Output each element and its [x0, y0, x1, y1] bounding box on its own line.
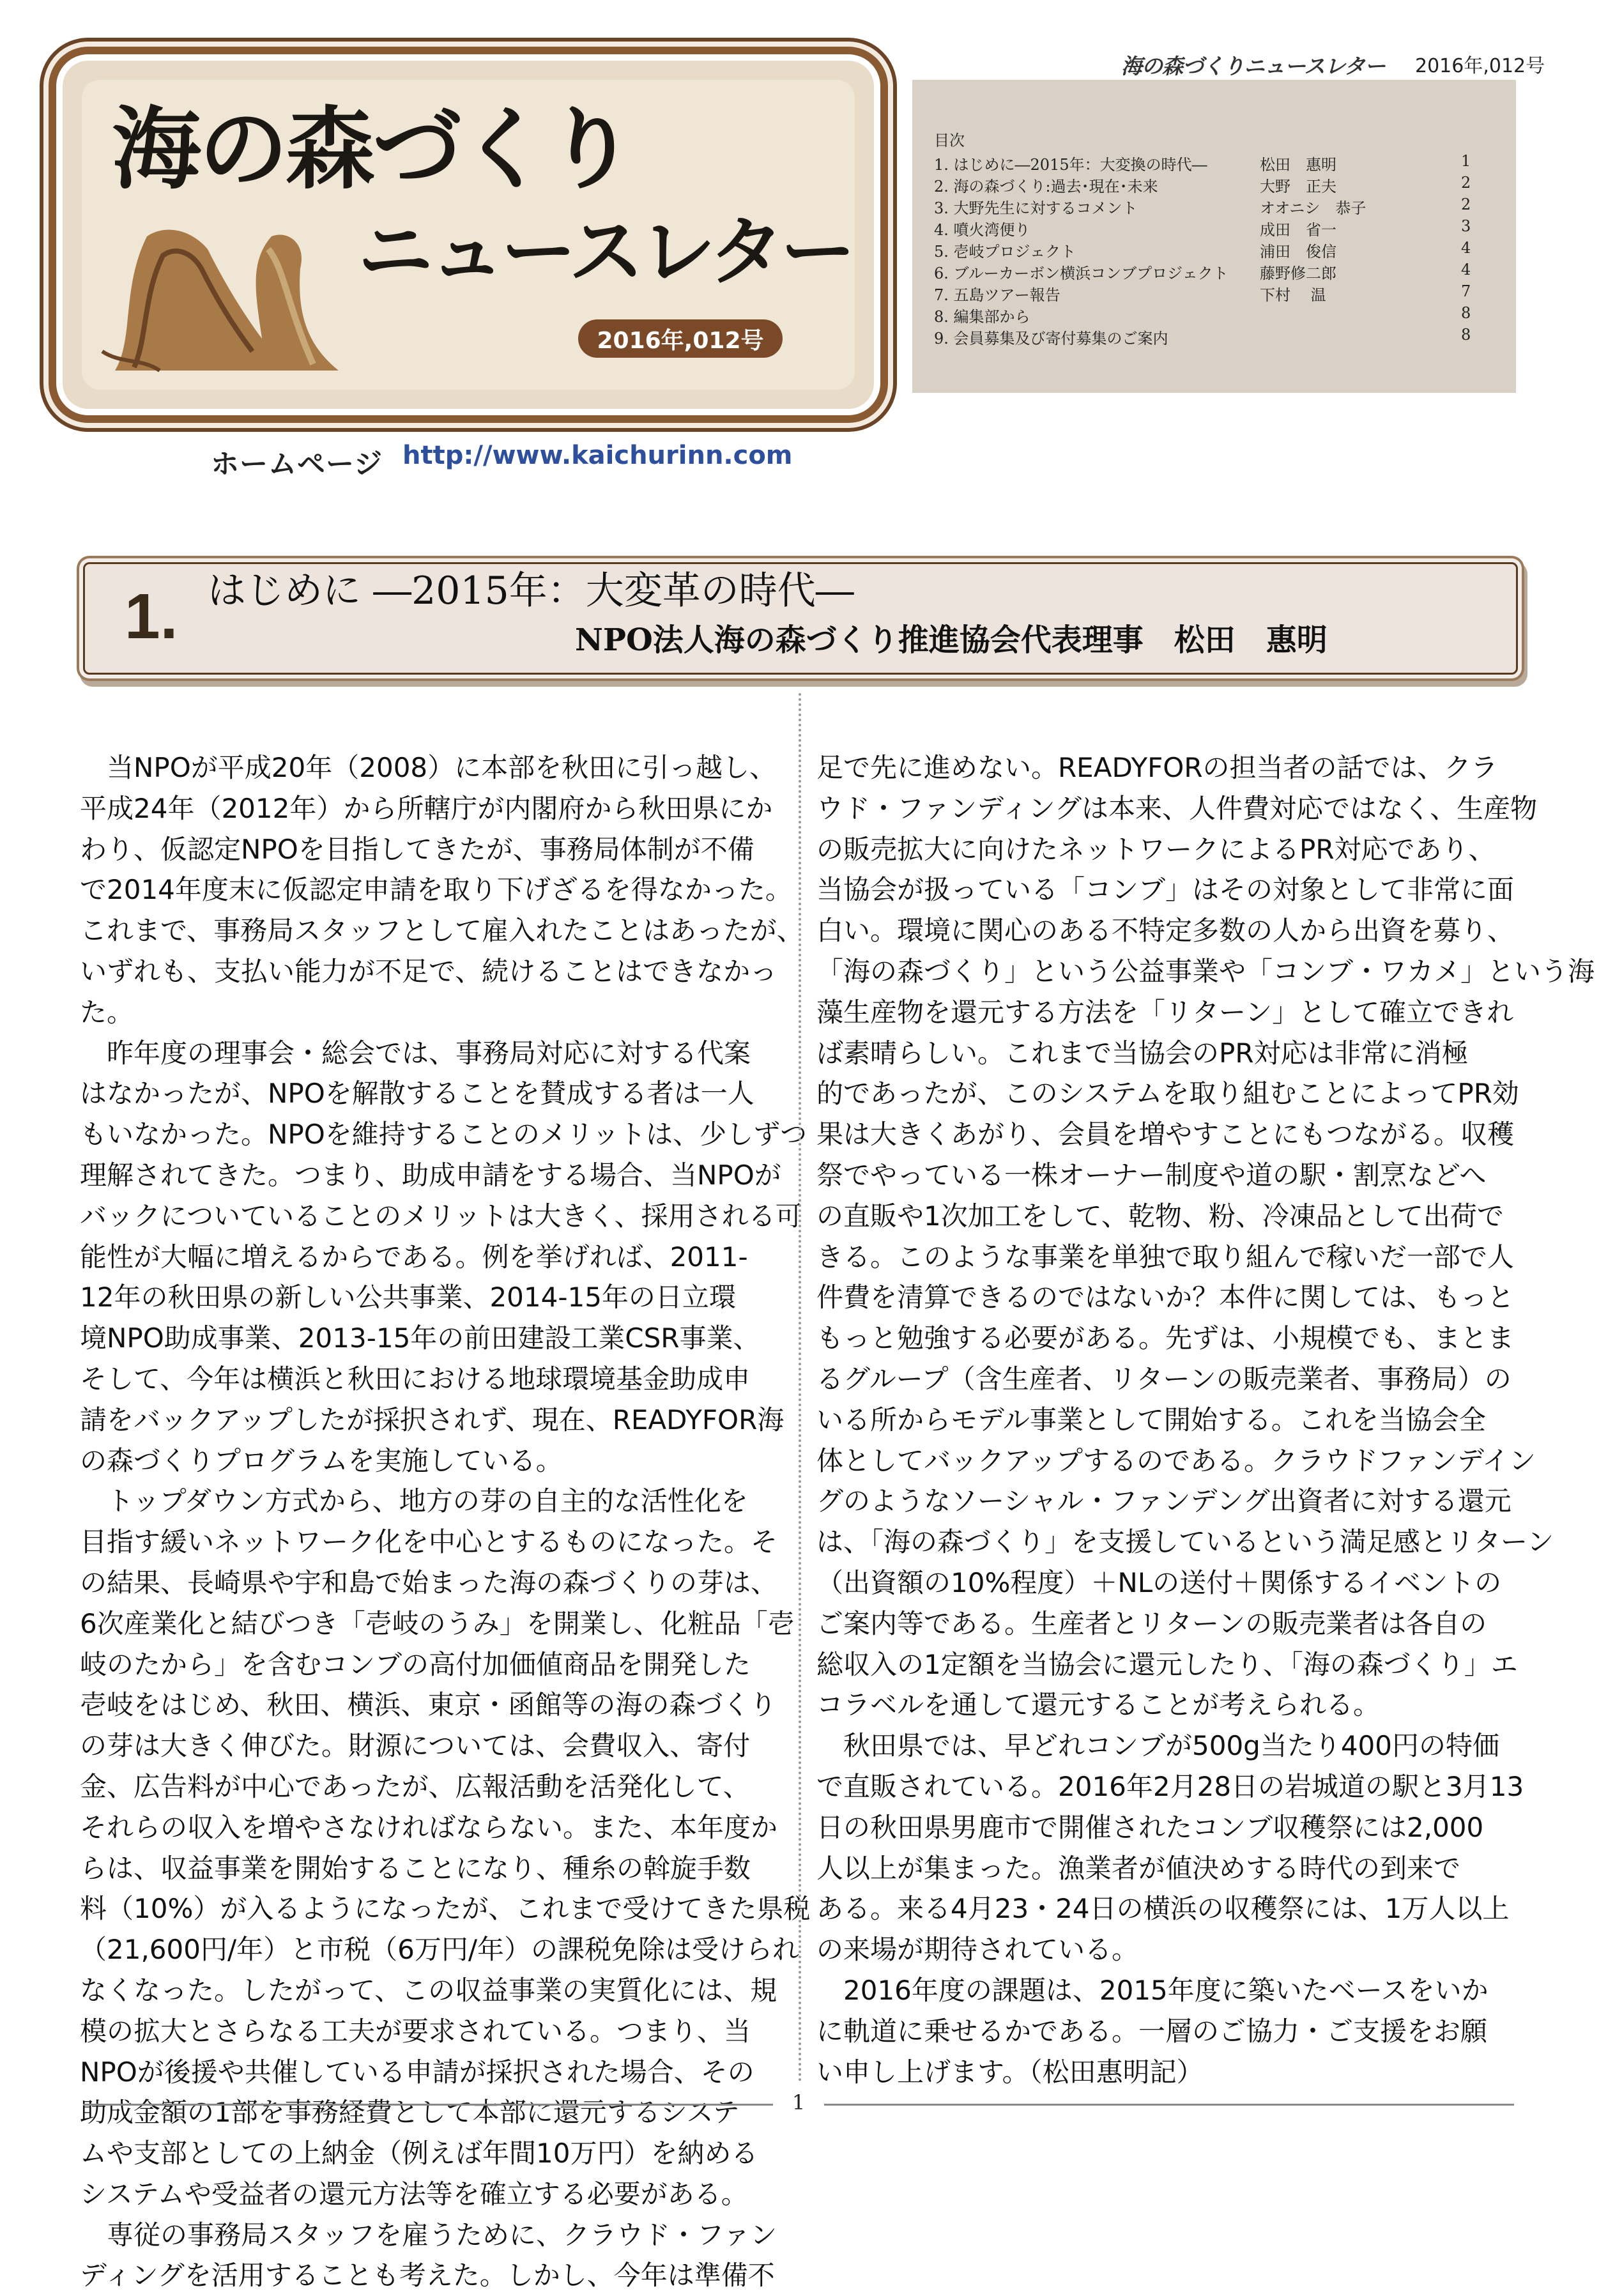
toc-item-title: 5. 壱岐プロジェクト	[934, 243, 1076, 261]
body-text-line: はなかったが、NPOを解散することを賛成する者は一人	[80, 1078, 754, 1110]
section-author: NPO法人海の森づくり推進協会代表理事 松田 惠明	[575, 622, 1328, 658]
body-text-line: システムや受益者の還元方法等を確立する必要がある。	[80, 2178, 748, 2210]
body-text-line: 境NPO助成事業、2013-15年の前田建設工業CSR事業、	[80, 1322, 760, 1354]
toc-item-title: 2. 海の森づくり:過去･現在･未来	[934, 178, 1158, 195]
body-text-line: 模の拡大とさらなる工夫が要求されている。つまり、当	[80, 2015, 751, 2047]
running-header-issue: 2016年,012号	[1415, 55, 1545, 77]
body-text-line: そして、今年は横浜と秋田における地球環境基金助成申	[80, 1363, 751, 1395]
column-divider	[799, 693, 801, 2083]
body-text-line: もっと勉強する必要がある。先ずは、小規模でも、まとま	[816, 1322, 1515, 1354]
body-text-line: これまで、事務局スタッフとして雇入れたことはあったが、	[80, 915, 804, 947]
section-number: 1.	[125, 581, 178, 652]
toc-item-page: 7	[1461, 282, 1471, 300]
toc-item-title: 9. 会員募集及び寄付募集のご案内	[934, 330, 1168, 348]
body-text-line: らは、収益事業を開始することになり、種糸の斡旋手数	[80, 1852, 751, 1884]
body-text-line: 秋田県では、早どれコンブが500g当たり400円の特価	[816, 1730, 1499, 1762]
page-number: 1	[792, 2090, 806, 2115]
body-text-line: 体としてバックアップするのである。クラウドファンデイン	[816, 1444, 1536, 1476]
toc-item-title: 8. 編集部から	[934, 308, 1030, 326]
body-text-line: 岐のたから」を含むコンブの高付加価値商品を開発した	[80, 1648, 751, 1680]
toc-item-author: 松田 惠明	[1260, 156, 1336, 174]
body-text-line: の結果、長崎県や宇和島で始まった海の森づくりの芽は、	[80, 1566, 778, 1598]
masthead-title-line2: ニュースレター	[358, 208, 852, 296]
body-text-line: NPOが後援や共催している申請が採択された場合、その	[80, 2056, 754, 2088]
masthead-title-line1: 海の森づくり	[112, 98, 634, 202]
body-text-line: （出資額の10%程度）＋NLの送付＋関係するイベントの	[816, 1566, 1502, 1598]
toc-item-title: 3. 大野先生に対するコメント	[934, 199, 1138, 217]
body-text-line: 理解されてきた。つまり、助成申請をする場合、当NPOが	[80, 1159, 781, 1191]
body-text-line: いる所からモデル事業として開始する。これを当協会全	[816, 1404, 1486, 1435]
toc-heading: 目次	[934, 132, 965, 149]
toc-item-page: 4	[1461, 239, 1471, 257]
body-text-line: ムや支部としての上納金（例えば年間10万円）を納める	[80, 2138, 758, 2170]
section-title: はじめに ―2015年：大変革の時代―	[208, 569, 854, 613]
body-text-line: グのようなソーシャル・ファンデング出資者に対する還元	[816, 1485, 1512, 1517]
toc-item-author: 浦田 俊信	[1260, 243, 1336, 261]
homepage-link[interactable]: http://www.kaichurinn.com	[402, 441, 793, 470]
body-text-line: 件費を清算できるのではないか？本件に関しては、もっと	[816, 1282, 1515, 1313]
body-text-line: 「海の森づくり」という公益事業や「コンブ・ワカメ」という海	[816, 955, 1595, 987]
toc-item-page: 2	[1461, 195, 1471, 213]
body-text-line: は、「海の森づくり」を支援しているという満足感とリターン	[816, 1526, 1554, 1558]
body-text-line: た。	[80, 996, 134, 1028]
body-text-line: い申し上げます。（松田惠明記）	[816, 2056, 1204, 2088]
body-text-line: ご案内等である。生産者とリターンの販売業者は各自の	[816, 1607, 1487, 1639]
body-text-line: 当協会が扱っている「コンブ」はその対象として非常に面	[816, 874, 1515, 906]
toc-item-author: 藤野修二郎	[1260, 264, 1336, 282]
body-text-line: 白い。環境に関心のある不特定多数の人から出資を募り、	[816, 915, 1515, 947]
toc-item-page: 1	[1461, 152, 1471, 170]
body-text-line: 能性が大幅に増えるからである。例を挙げれば、2011-	[80, 1241, 748, 1273]
toc-item-title: 1. はじめに―2015年：大変換の時代―	[934, 156, 1207, 174]
body-text-line: の来場が期待されている。	[816, 1934, 1139, 1966]
toc-item-title: 6. ブルーカーボン横浜コンブプロジェクト	[934, 264, 1228, 282]
body-text-line: の直販や1次加工をして、乾物、粉、冷凍品として出荷で	[816, 1200, 1504, 1232]
body-text-line: 人以上が集まった。漁業者が値決めする時代の到来で	[816, 1852, 1461, 1884]
footer-rule-left	[83, 2104, 773, 2106]
toc-item-page: 2	[1461, 174, 1471, 192]
body-text-line: 6次産業化と結びつき「壱岐のうみ」を開業し、化粧品「壱	[80, 1607, 795, 1639]
body-text-line: の芽は大きく伸びた。財源については、会費収入、寄付	[80, 1730, 751, 1762]
body-text-line: に軌道に乗せるかである。一層のご協力・ご支援をお願	[816, 2015, 1488, 2047]
homepage-label: ホームページ	[211, 448, 383, 480]
body-text-line: （21,600円/年）と市税（6万円/年）の課税免除は受けられ	[80, 1934, 799, 1966]
running-header-title: 海の森づくりニュースレター	[1121, 54, 1386, 79]
body-text-line: きる。このような事業を単独で取り組んで稼いだ一部で人	[816, 1241, 1515, 1273]
toc-item-author: 下村 温	[1260, 286, 1326, 304]
toc-item-title: 4. 噴火湾便り	[934, 221, 1030, 239]
body-text-line: 当NPOが平成20年（2008）に本部を秋田に引っ越し、	[80, 752, 777, 783]
body-text-line: わり、仮認定NPOを目指してきたが、事務局体制が不備	[80, 833, 754, 865]
footer-rule-right	[824, 2104, 1514, 2106]
body-text-line: ある。来る4月23・24日の横浜の収穫祭には、1万人以上	[816, 1893, 1510, 1925]
body-text-line: ディングを活用することも考えた。しかし、今年は準備不	[80, 2260, 775, 2292]
toc-item-title: 7. 五島ツアー報告	[934, 286, 1060, 304]
body-text-line: るグループ（含生産者、リターンの販売業者、事務局）の	[816, 1363, 1512, 1395]
body-column-right	[816, 747, 1595, 2092]
body-text-line: 昨年度の理事会・総会では、事務局対応に対する代案	[80, 1037, 751, 1069]
toc-item-page: 8	[1461, 304, 1471, 322]
body-text-line: それらの収入を増やさなければならない。また、本年度か	[80, 1811, 778, 1843]
body-text-line: 果は大きくあがり、会員を増やすことにもつながる。収穫	[816, 1119, 1515, 1151]
body-text-line: 藻生産物を還元する方法を「リターン」として確立できれ	[816, 996, 1514, 1028]
body-text-line: なくなった。したがって、この収益事業の実質化には、規	[80, 1974, 777, 2006]
body-text-line: 祭でやっている一株オーナー制度や道の駅・割烹などへ	[816, 1159, 1487, 1191]
body-text-line: いずれも、支払い能力が不足で、続けることはできなかっ	[80, 955, 777, 987]
body-text-line: もいなかった。NPOを維持することのメリットは、少しずつ	[80, 1119, 808, 1151]
body-text-line: の販売拡大に向けたネットワークによるPR対応であり、	[816, 833, 1496, 865]
body-text-line: で直販されている。2016年2月28日の岩城道の駅と3月13	[816, 1770, 1524, 1802]
toc-item-page: 3	[1461, 217, 1471, 235]
body-text-line: 料（10%）が入るようになったが、これまで受けてきた県税	[80, 1893, 811, 1925]
toc-item-page: 8	[1461, 326, 1471, 344]
body-text-line: 平成24年（2012年）から所轄庁が内閣府から秋田県にか	[80, 792, 773, 824]
toc-item-author: オオニシ 恭子	[1260, 199, 1366, 217]
issue-badge: 2016年,012号	[578, 319, 783, 358]
body-text-line: トップダウン方式から、地方の芽の自主的な活性化を	[80, 1485, 748, 1517]
body-text-line: 12年の秋田県の新しい公共事業、2014-15年の日立環	[80, 1282, 736, 1313]
body-text-line: の森づくりプログラムを実施している。	[80, 1444, 563, 1476]
toc-item-author: 成田 省一	[1260, 221, 1336, 239]
body-text-line: 的であったが、このシステムを取り組むことによってPR効	[816, 1078, 1519, 1110]
body-text-line: ウド・ファンディングは本来、人件費対応ではなく、生産物	[816, 792, 1538, 824]
toc-item-author: 大野 正夫	[1260, 178, 1336, 195]
toc-item-page: 4	[1461, 261, 1471, 279]
body-text-line: 助成金額の1部を事務経費として本部に還元するシステ	[80, 2097, 740, 2129]
body-text-line: 金、広告料が中心であったが、広報活動を活発化して、	[80, 1770, 750, 1802]
body-text-line: 目指す緩いネットワーク化を中心とするものになった。そ	[80, 1526, 778, 1558]
body-text-line: バックについていることのメリットは大きく、採用される可	[80, 1200, 802, 1232]
body-text-line: 総収入の1定額を当協会に還元したり、「海の森づくり」エ	[816, 1648, 1518, 1680]
body-text-line: 請をバックアップしたが採択されず、現在、READYFOR海	[80, 1404, 785, 1435]
body-column-left	[80, 747, 811, 2296]
body-text-line: 2016年度の課題は、2015年度に築いたベースをいか	[816, 1974, 1489, 2006]
body-text-line: 専従の事務局スタッフを雇うために、クラウド・ファン	[80, 2219, 777, 2251]
body-text-line: コラベルを通して還元することが考えられる。	[816, 1689, 1381, 1721]
body-text-line: 日の秋田県男鹿市で開催されたコンブ収穫祭には2,000	[816, 1811, 1484, 1843]
body-text-line: ば素晴らしい。これまで当協会のPR対応は非常に消極	[816, 1037, 1469, 1069]
body-text-line: 足で先に進めない。READYFORの担当者の話では、クラ	[816, 752, 1498, 783]
body-text-line: 壱岐をはじめ、秋田、横浜、東京・函館等の海の森づくり	[80, 1689, 777, 1721]
body-text-line: で2014年度末に仮認定申請を取り下げざるを得なかった。	[80, 874, 792, 906]
